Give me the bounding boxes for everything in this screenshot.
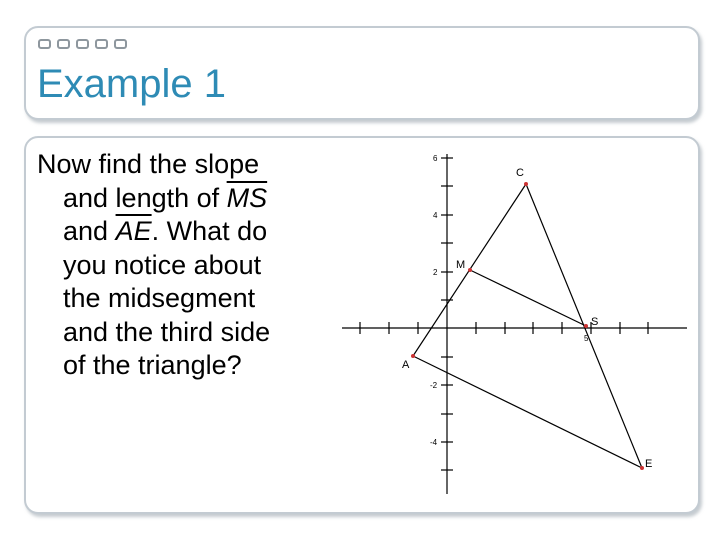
text-fragment: and [63,216,116,246]
dot-icon [38,39,51,49]
text-line: you notice about [63,249,262,280]
point-c [524,182,528,186]
y-tick-label: -4 [430,438,438,447]
text-line: and the third side [63,316,271,347]
title-panel [24,26,700,120]
point-label-a: A [402,359,410,371]
text-line [37,182,337,216]
dot-icon [95,39,108,49]
question-text [37,148,337,383]
point-label-c: C [516,167,524,179]
text-line: of the triangle? [63,350,242,380]
decorative-dots [38,39,127,49]
point-a [411,354,415,358]
coordinate-graph [342,150,690,500]
point-e [640,466,644,470]
text-line [37,215,337,249]
point-s [584,324,588,328]
point-label-m: M [456,259,466,271]
y-tick-label: 2 [433,268,438,277]
text-fragment: and length of [63,182,227,213]
segment-ae: $\overline{AE}$ [115,216,152,246]
content-panel [24,136,700,514]
point-label-e: E [645,458,653,470]
dot-icon [57,39,70,49]
slide-title: Example 1 [37,62,226,106]
x-tick-label: 5 [584,334,589,343]
segment-ms: $\overline{MS}$ [226,182,268,213]
point-m [468,268,472,272]
segment-ms-line [470,270,586,326]
dot-icon [76,39,89,49]
y-tick-label: 6 [433,154,438,163]
text-line: the midsegment [63,283,256,313]
point-label-s: S [591,316,599,328]
text-line: Now find the slope [37,149,260,179]
y-tick-label: -2 [430,381,438,390]
text-fragment: . What do [151,216,268,246]
y-tick-label: 4 [433,211,438,220]
dot-icon [114,39,127,49]
